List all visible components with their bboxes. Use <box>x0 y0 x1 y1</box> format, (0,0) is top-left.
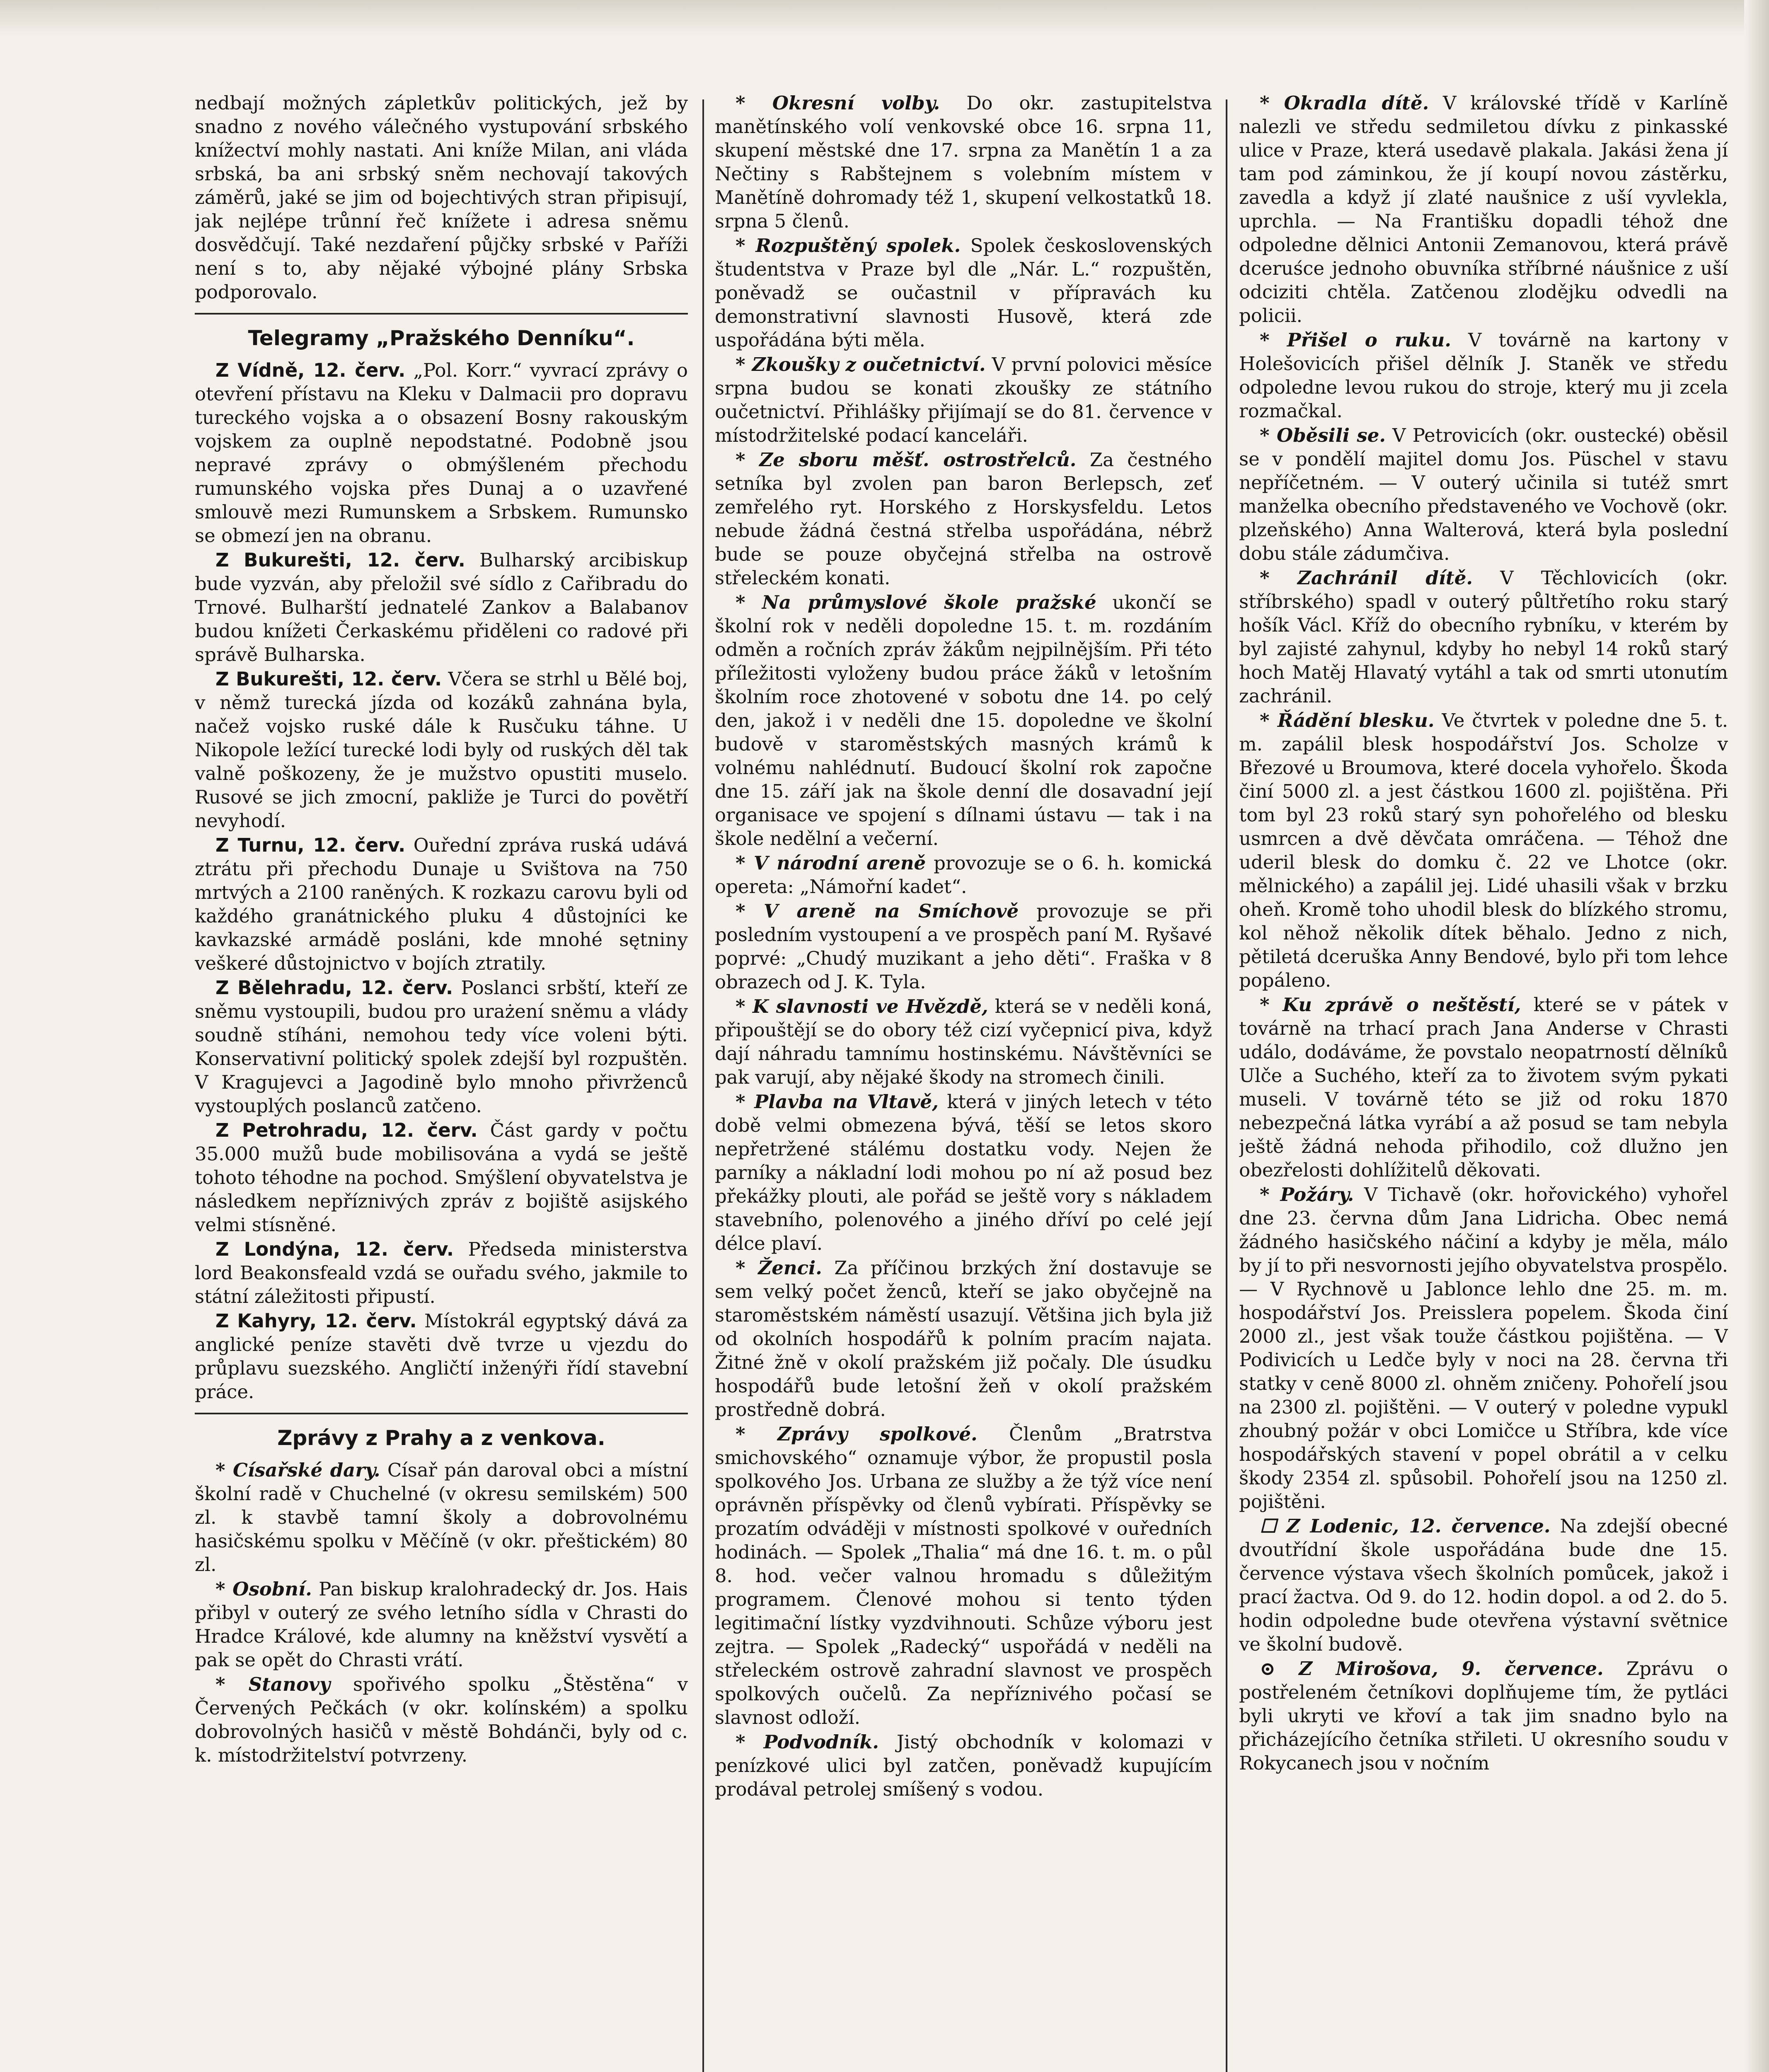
news-lead: * Na průmyslové škole pražské <box>736 591 1096 613</box>
news-heading: Zprávy z Prahy a z venkova. <box>277 1426 605 1450</box>
news-text: Za příčinou brzkých žní dostavuje se sem velký počet ženců, kteří se jako obyčejně na staroměstském náměstí usazují. Většina jich byla již od okolních hospodářů k polním pracím najata. Žitné žně v okolí pražském již počaly. Dle úsudku hospodářů bude letošní žeň v okolí pražském prostředně dobrá. <box>715 1257 1212 1421</box>
telegram-item <box>195 1237 688 1308</box>
news-item <box>715 1422 1212 1729</box>
intro-paragraph: nedbají možných zápletkův politických, jež by snadno z nového válečného vystupování srbského knížectví mohly nastati. Ani kníže Milan, ani vláda srbská, ba ani srbský sněm nechovají takových záměrů, jaké se jim od bojechtivých stran připisují, jak nejlépe trůnní řeč knížete i adresa sněmu dosvědčují. Také nezdaření půjčky srbské v Paříži není s to, aby nějaké výbojné plány Srbska podporovalo. <box>195 92 688 303</box>
news-item <box>1239 91 1728 327</box>
news-lead: * Ze sboru měšť. ostrostřelců. <box>736 449 1077 471</box>
news-item <box>715 448 1212 590</box>
telegram-dateline: Z Bukurešti, 12. červ. <box>215 549 465 571</box>
news-item <box>1239 1657 1728 1775</box>
news-lead: * Osobní. <box>215 1578 312 1600</box>
news-item <box>195 1673 688 1767</box>
telegram-text: Včera se strhl u Bělé boj, v němž turecká jízda od kozáků zahnána byla, načež vojsko ruské dále k Rusčuku táhne. U Nikopole ležící turecké lodi byly od ruských děl tak valně poškozeny, že je mužstvo opustiti muselo. Rusové se jich zmocní, pakliže je Turci do povětří nevyhodí. <box>195 668 688 832</box>
news-text: Za čestného setníka byl zvolen pan baron Berlepsch, zeť zemřelého ryt. Horského z Horskysfeldu. Letos nebude žádná čestná střelba uspořádána, nébrž bude se pouze obyčejná střelba na ostrově střeleckém konati. <box>715 449 1212 589</box>
news-lead: * Podvodník. <box>736 1731 879 1753</box>
telegram-dateline: Z Bukurešti, 12. červ. <box>215 668 442 690</box>
telegram-text: „Pol. Korr.“ vyvrací zprávy o otevření přístavu na Kleku v Dalmacii pro dopravu tureckého vojska a o obsazení Bosny rakouským vojskem za ouplně nepodstatné. Podobně jsou nepravé zprávy o obmýšleném přechodu rumunského vojska přes Dunaj a o uzavřené smlouvě mezi Rumunskem a Srbskem. Rumunsko se obmezí jen na obranu. <box>195 359 688 547</box>
news-lead: * Požáry. <box>1260 1184 1354 1205</box>
telegram-text: Místokrál egyptský dává za anglické peníze stavěti dvě tvrze u vjezdu do průplavu suezského. Angličtí inženýři řídí stavební práce. <box>195 1310 688 1403</box>
news-text: která v jiných letech v této době velmi obmezena bývá, těší se letos skoro nepřetržené stálému dostatku vody. Nejen že parníky a nákladní lodi mohou po ní až posud bez překážky plouti, ale pořád se ještě vory s nákladem stavebního, polenového a jiného dříví po celé její délce plaví. <box>715 1091 1212 1254</box>
news-text: Pan biskup kralohradecký dr. Jos. Hais přibyl v outerý ze svého letního sídla v Chrasti do Hradce Králové, kde alumny na kněžství vysvětí a pak se opět do Chrasti vrátí. <box>195 1578 688 1671</box>
news-lead: * Řádění blesku. <box>1260 709 1435 731</box>
news-text: provozuje se při posledním vystoupení a ve prospěch paní M. Ryšavé poprvé: „Chudý muzikant a jeho děti“. Fraška v 8 obrazech od J. K. Tyla. <box>715 900 1212 993</box>
news-lead: * Okresní volby. <box>736 92 940 114</box>
news-lead: * Okradla dítě. <box>1260 92 1429 114</box>
telegram-item <box>195 833 688 975</box>
telegram-text: Předseda ministerstva lord Beakonsfeald vzdá se ouřadu svého, jakmile to státní záležitosti připustí. <box>195 1238 688 1307</box>
telegram-dateline: Z Bělehradu, 12. červ. <box>215 977 453 999</box>
news-text: V první polovici měsíce srpna budou se konati zkoušky ze státního oučetnictví. Přihlášky přijímají se do 81. července v místodržitelské podací kanceláři. <box>715 353 1212 446</box>
news-text: provozuje se o 6. h. komická opereta: „Námořní kadet“. <box>715 852 1212 898</box>
column-3 <box>1239 91 1728 2072</box>
news-text: V továrně na kartony v Holešovicích přišel dělník J. Staněk ve středu odpoledne levou rukou do stroje, který mu ji zcela rozmačkal. <box>1239 329 1728 422</box>
news-text: Na zdejší obecné dvoutřídní škole uspořádána bude dne 15. července výstava všech školních pomůcek, jakož i prací žactva. Od 9. do 12. hodin dopol. a od 2. do 5. hodin odpoledne bude otevřena výstavní světnice ve školní budově. <box>1239 1515 1728 1655</box>
news-item <box>1239 709 1728 992</box>
news-text: Císař pán daroval obci a místní školní radě v Chuchelné (v okresu semilském) 500 zl. k stavbě tamní školy a dobrovolnému hasičskému spolku v Měčíně (v okr. přeštickém) 80 zl. <box>195 1459 688 1576</box>
news-lead: * Zprávy spolkové. <box>736 1423 978 1445</box>
news-lead: * Ženci. <box>736 1257 822 1279</box>
page-top-edge <box>0 0 1769 37</box>
news-item <box>1239 424 1728 565</box>
telegram-dateline: Z Vídně, 12. červ. <box>215 359 406 381</box>
news-text: V královské třídě v Karlíně nalezli ve středu sedmiletou dívku z pinkasské ulice v Praze, která usedavě plakala. Jakási žena jí tam pod záminkou, že jí koupí novou zástěrku, zavedla a když jí zlaté naušnice z uší vyvlekla, uprchla. — Na Františku dopadli téhož dne odpoledne dělnici Antonii Zemanovou, která právě dceruśce jednoho obuvníka stříbrné náušnice z uší odciziti chtěla. Zatčenou zlodějku odvedli na policii. <box>1239 92 1728 327</box>
news-lead: * V národní areně <box>736 852 926 874</box>
telegram-item <box>195 976 688 1118</box>
telegram-item <box>195 1309 688 1404</box>
news-text: ukončí se školní rok v neděli dopoledne 15. t. m. rozdáním odměn a ročních zpráv žákům nejpilnějším. Při této příležitosti vyloženy budou práce žáků v letošním školním roce zhotovené v sobotu dne 14. po celý den, jakož i v neděli dne 15. dopoledne ve školní budově v staroměstských masných krámů k volnému nahlédnutí. Budoucí školní rok započne dne 15. září jak na škole denní dle dosavadní její organisace ve spojení s dílnami ústavu — tak i na škole nedělní a večerní. <box>715 591 1212 850</box>
news-item <box>715 995 1212 1089</box>
news-item <box>715 353 1212 447</box>
news-text: spořivého spolku „Štěstěna“ v Červených Pečkách (v okr. kolínském) a spolku dobrovolných hasičů v městě Bohdánči, byly od c. k. místodržitelství potvrzeny. <box>195 1673 688 1766</box>
news-lead: * Zachránil dítě. <box>1260 567 1473 589</box>
telegrams-heading: Telegramy „Pražského Denníku“. <box>248 326 635 350</box>
news-lead: * Stanovy <box>215 1673 331 1695</box>
news-item <box>1239 1183 1728 1513</box>
news-lead: * Oběsili se. <box>1260 424 1386 446</box>
news-item <box>715 1256 1212 1421</box>
news-lead: * Císařské dary. <box>215 1459 380 1481</box>
news-item <box>715 1090 1212 1255</box>
news-item <box>715 851 1212 898</box>
news-item <box>195 1458 688 1576</box>
column-2 <box>715 91 1212 2072</box>
telegram-item <box>195 358 688 547</box>
news-text: V Petrovicích (okr. oustecké) oběsil se v pondělí majitel domu Jos. Püschel v stavu nepříčetném. — V outerý učinila si tutéž smrt manželka obecního představeného ve Vochově (okr. plzeňského) Anna Walterová, která byla poslední dobu stále zádumčiva. <box>1239 424 1728 564</box>
news-item <box>1239 993 1728 1182</box>
news-lead: * Rozpuštěný spolek. <box>736 235 961 257</box>
news-item <box>715 591 1212 850</box>
telegram-text: Poslanci srbští, kteří ze sněmu vystoupili, budou pro urażení sněmu a vlády soudně stíháni, nemohou tedy více voleni býti. Konservativní politický spolek zdejší byl rozpuštěn. V Kragujevci a Jagodině bylo mnoho přivrženců vystouplých poslanců zatčeno. <box>195 977 688 1117</box>
telegram-text: Část gardy v počtu 35.000 mužů bude mobilisována a vydá se ještě tohoto téhodne na pochod. Smýšlení obyvatelstva je následkem nepříznivých zpráv z bojiště asijského velmi stísněné. <box>195 1119 688 1236</box>
news-text: Ve čtvrtek v poledne dne 5. t. m. zapálil blesk hospodářství Jos. Scholze v Březové u Broumova, které docela vyhořelo. Škoda činí 5000 zl. a jest částkou 1600 zl. pojištěna. Při tom byl 23 roků starý syn pohořelého od blesku usmrcen a dvě děvčata omráčena. — Téhož dne uderil blesk do domku č. 22 ve Lhotce (okr. mělnického) a zapálil jej. Lidé uhasili však v brzku oheň. Kromě toho uhodil blesk do blízkého stromu, kol něhož několik dítek běhalo. Jedno z nich, pětiletá dceruška Anny Bendové, bylo při tom lehce popáleno. <box>1239 709 1728 991</box>
column-1 <box>195 91 688 2072</box>
telegram-dateline: Z Turnu, 12. červ. <box>215 834 406 856</box>
news-lead: ⊙ Z Mirošova, 9. července. <box>1260 1658 1604 1680</box>
news-text: V Tichavě (okr. hořovického) vyhořel dne 23. června dům Jana Lidricha. Obec nemá žádného hasičského náčiní a kdyby je měla, málo by jí to při nesvornosti jejího obyvatelstva prospělo. — V Rychnově u Jablonce lehlo dne 25. m. m. hospodářství Jos. Preisslera popelem. Škoda činí 2000 zl., jest však touže částkou pojištěna. — V Podivicích u Ledče byly v noci na 28. června tři statky v ceně 8000 zl. ohněm zničeny. Pohořelí jsou na 2300 zl. pojištěni. — V outerý v poledne vypukl zhoubný požár v obci Lomičce u Stříbra, kde více hospodářských stavení v popel obrátil a v celku škody 2354 zl. spůsobil. Pohořelí jsou na 1250 zl. pojištěni. <box>1239 1184 1728 1513</box>
section-divider <box>195 1413 688 1414</box>
page-right-edge <box>1744 0 1769 2072</box>
column-rule-1 <box>702 99 704 2072</box>
news-text: V Těchlovicích (okr. stříbrského) spadl v outerý půltřetího roku starý hošík Václ. Kříž do obecního rybníku, v kterém by byl zajisté zahynul, kdyby ho nebyl 14 roků starý hoch Matěj Hlavatý vytáhl a tak od smrti utonutím zachránil. <box>1239 567 1728 707</box>
telegram-item <box>195 1118 688 1237</box>
news-item <box>1239 566 1728 708</box>
telegram-dateline: Z Kahyry, 12. červ. <box>215 1310 417 1332</box>
news-item <box>715 91 1212 233</box>
telegram-text: Bulharský arcibiskup bude vyzván, aby přeložil své sídlo z Cařibradu do Trnové. Bulharští jednatelé Zankov a Balabanov budou knížeti Čerkaskému přiděleni co radové při správě Bulharska. <box>195 549 688 666</box>
news-text: Jistý obchodník v kolomazi v penízkové ulici byl zatčen, poněvadž kupujícím prodával petrolej smíšený s vodou. <box>715 1731 1212 1800</box>
news-item <box>1239 328 1728 423</box>
news-lead: ☐ Z Lodenic, 12. července. <box>1260 1515 1551 1537</box>
section-divider <box>195 313 688 315</box>
telegram-text: Ouřední zpráva ruská udává ztrátu při přechodu Dunaje u Svištova na 750 mrtvých a 2100 raněných. K rozkazu carovu byli od každého granátnického pluku 4 důstojníci ke kavkazské armádě posláni, kde mnohé sętniny veškeré důstojnictvo v bojích ztratily. <box>195 834 688 974</box>
column-rule-2 <box>1226 99 1227 2072</box>
news-text: Spolek československých študentstva v Praze byl dle „Nár. L.“ rozpuštěn, poněvadž se oučastnil v přípravách ku demonstrativní slavnosti Husově, která zde uspořádána býti měla. <box>715 235 1212 351</box>
news-text: Do okr. zastupitelstva manětínského volí venkovské obce 16. srpna 11, skupení městské dne 17. srpna za Manětín 1 a za Nečtiny s Rabštejnem s volebním místem v Manětíně dohromady též 1, skupení velkostatků 18. srpna 5 členů. <box>715 92 1212 232</box>
telegram-item <box>195 548 688 666</box>
news-item <box>715 1730 1212 1801</box>
telegram-item <box>195 667 688 833</box>
news-lead: * Zkoušky z oučetnictví. <box>736 353 986 375</box>
news-item <box>1239 1514 1728 1656</box>
news-lead: * K slavnosti ve Hvězdě, <box>736 995 988 1017</box>
news-text: které se v pátek v továrně na trhací prach Jana Anderse v Chrasti událo, dodáváme, že povstalo neopatrností dělníků Ulče a Suchého, kteří za to životem svým pykati museli. V továrně této se již od roku 1870 nebezpečná látka vyrábí a až posud se tam nebyla ještě žádná nehoda přihodilo, což dlužno jen obezřelosti dohlížitelů děkovati. <box>1239 994 1728 1181</box>
telegram-dateline: Z Petrohradu, 12. červ. <box>215 1119 478 1141</box>
news-lead: * Přišel o ruku. <box>1260 329 1452 351</box>
news-text: Zprávu o postřeleném četníkovi doplňujeme tím, že pytláci byli ukryti ve křoví a tak jim snadno bylo na přicházejícího četníka střileti. U okresního soudu v Rokycanech jsou v nočním <box>1239 1658 1728 1774</box>
news-item <box>715 234 1212 352</box>
news-text: Členům „Bratrstva smichovského“ oznamuje výbor, že propustil posla spolkového Jos. Urbana ze služby a že týž více není oprávněn příspěvky od členů vybírati. Příspěvky se prozatím odváději v místnosti spolkové v ouředních hodinách. — Spolek „Thalia“ má dne 16. t. m. o půl 8. hod. večer valnou hromadu s důležitým programem. Členové mohou si tento týden legitimační lístky vyzdvihnouti. Schůze výboru jest zejtra. — Spolek „Radecký“ uspořádá v neděli na střeleckém ostrově zahradní slavnost ve prospěch spolkových oučelů. Za nepříznivého počasí se slavnost odloží. <box>715 1423 1212 1728</box>
news-item <box>715 899 1212 994</box>
telegram-dateline: Z Londýna, 12. červ. <box>215 1238 454 1260</box>
news-item <box>195 1577 688 1672</box>
news-lead: * V areně na Smíchově <box>736 900 1019 922</box>
news-lead: * Ku zprávě o neštěstí, <box>1260 994 1521 1016</box>
news-text: která se v neděli koná, připouštějí se do obory též cizí vyčepnicí piva, když dají náhradu tamnímu hostinskému. Návštěvníci se pak varují, aby nějaké škody na stromech činili. <box>715 995 1212 1088</box>
news-lead: * Plavba na Vltavě, <box>736 1091 939 1113</box>
